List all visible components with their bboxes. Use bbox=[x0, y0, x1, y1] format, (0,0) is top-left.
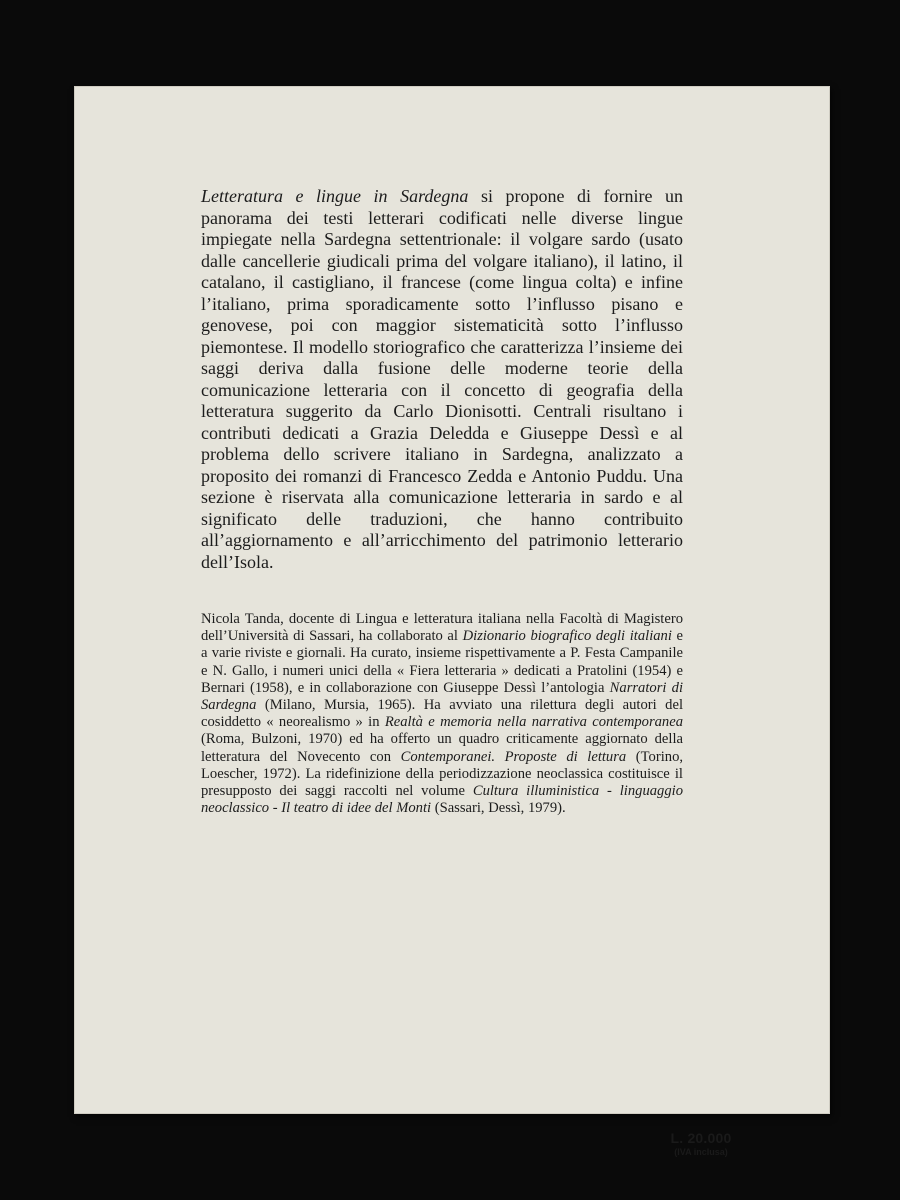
price-label bbox=[656, 1130, 746, 1157]
bio-work-4: Contemporanei. Proposte di lettura bbox=[400, 748, 627, 765]
blurb-text: si propone di fornire un panorama dei testi letterari codificati nelle diverse lingue impiegate nella Sardegna settentrionale: il volgare sardo (usato dalle cancellerie giudicali prima del volgare italiano), il latino, il catalano, il castigliano, il francese (come lingua colta) e infine l’italiano, prima sporadicamente sotto l’influsso pisano e genovese, poi con maggior sistematicità sotto l’influsso piemontese. Il modello storiografico che caratterizza l’insieme dei saggi deriva dalla fusione delle moderne teorie della comunicazione letteraria con il concetto di geografia della letteratura suggerito da Carlo Dionisotti. Centrali risultano i contributi dedicati a Grazia Deledda e Giuseppe Dessì e al problema dello scrivere italiano in Sardegna, analizzato a proposito dei romanzi di Francesco Zedda e Antonio Puddu. Una sezione è riservata alla comunicazione letteraria in sardo e al significato delle traduzioni, che hanno contribuito all’aggiornamento e all’arricchimento del patrimonio letterario dell’Isola. bbox=[201, 186, 684, 572]
bio-text-3: (Milano, Mursia, 1965). Ha avviato una rilettura degli autori del cosiddetto « neorealismo » in bbox=[201, 697, 683, 731]
vat-note: (IVA inclusa) bbox=[674, 1147, 728, 1157]
bio-text-5: (Torino, Loescher, 1972). La ridefinizione della periodizzazione neoclassica costituisce il presupposto dei saggi raccolti nel volume bbox=[201, 748, 684, 800]
bio-work-5: Cultura illuministica - linguaggio neoclassico - Il teatro di idee del Monti bbox=[201, 783, 683, 817]
price-amount: L. 20.000 bbox=[670, 1130, 732, 1146]
book-blurb bbox=[201, 186, 683, 573]
bio-work-1: Dizionario biografico degli italiani bbox=[462, 628, 672, 645]
bio-work-3: Realtà e memoria nella narrativa contemporanea bbox=[384, 714, 684, 731]
back-cover bbox=[74, 86, 830, 1157]
bio-text-6: (Sassari, Dessì, 1979). bbox=[431, 800, 566, 817]
bio-text-1: Nicola Tanda, docente di Lingua e letteratura italiana nella Facoltà di Magistero dell’Università di Sassari, ha collaborato al bbox=[201, 611, 683, 645]
bio-work-2: Narratori di Sardegna bbox=[201, 679, 683, 714]
author-bio bbox=[201, 611, 683, 817]
bio-text-2: e a varie riviste e giornali. Ha curato, insieme rispettivamente a P. Festa Campanile e N. Gallo, i numeri unici della « Fiera letteraria » dedicati a Pratolini (1954) e Bernari (1958), e in collaborazione con Giuseppe Dessì l’antologia bbox=[201, 628, 684, 696]
book-title: Letteratura e lingue in Sardegna bbox=[201, 186, 469, 206]
bio-text-4: (Roma, Bulzoni, 1970) ed ha offerto un quadro criticamente aggiornato della letteratura del Novecento con bbox=[201, 731, 683, 765]
